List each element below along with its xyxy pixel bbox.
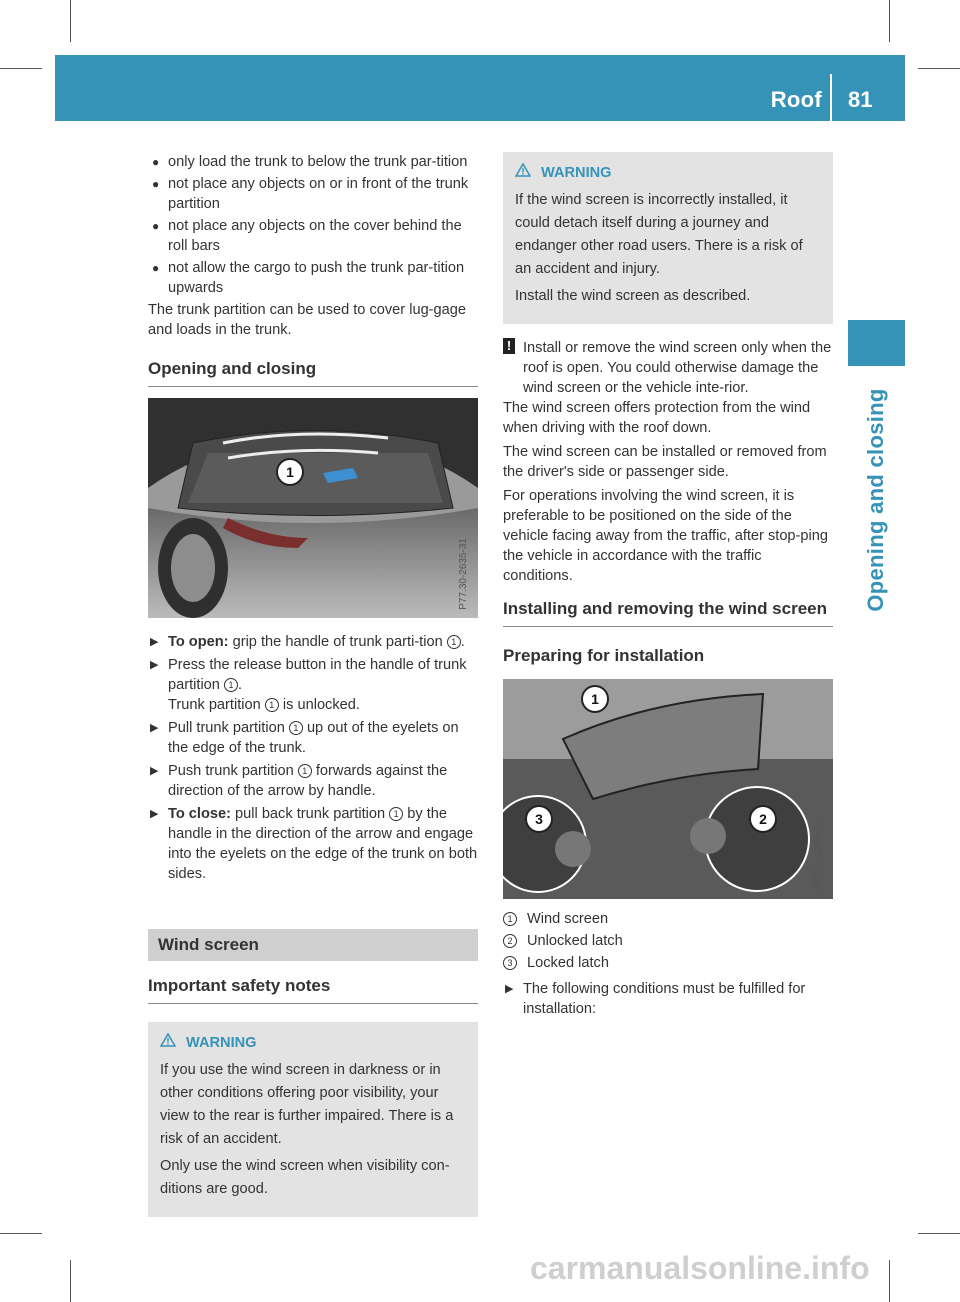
image-code: P77.31-2298-31 (813, 819, 824, 891)
left-column (148, 152, 478, 1217)
arrow-right-icon: ▶ (150, 659, 159, 671)
paragraph: The wind screen can be installed or removed from the driver's side or passenger side. (503, 444, 827, 480)
crop-mark (0, 1233, 42, 1234)
step-item: ▶ Press the release button in the handle of trunk partition 1 . Trunk partition 1 is unlocked. (150, 657, 467, 713)
heading-install-remove: Installing and removing the wind screen (503, 598, 833, 627)
list-item: ● only load the trunk to below the trunk par-tition (152, 154, 468, 170)
side-tab-label: Opening and closing (863, 388, 888, 612)
trunk-illustration (148, 398, 478, 618)
warning-text: Install the wind screen as described. (515, 288, 751, 304)
legend-item: 1 Wind screen (503, 909, 833, 929)
crop-mark (918, 1233, 960, 1234)
crop-mark (889, 0, 890, 42)
section-band-wind-screen: Wind screen (148, 929, 478, 961)
side-tab-marker (848, 320, 905, 366)
ref-marker: 1 (265, 698, 279, 712)
warning-triangle-icon (160, 1032, 178, 1055)
paragraph: For operations involving the wind screen, it is preferable to be positioned on the side of the vehicle facing away from the traffic, after stop-ping the vehicle in accordance with the traffic conditions. (503, 488, 829, 584)
list-item: ● not allow the cargo to push the trunk par-tition upwards (152, 260, 465, 296)
heading-safety-notes: Important safety notes (148, 975, 478, 1004)
paragraph: The trunk partition can be used to cover lug-gage and loads in the trunk. (148, 302, 467, 338)
bullet-icon: ● (152, 219, 160, 233)
callout-1: 1 (581, 685, 609, 713)
warning-box (148, 1022, 478, 1217)
crop-mark (889, 1260, 890, 1302)
ref-marker: 1 (389, 807, 403, 821)
bullet-icon: ● (152, 261, 160, 275)
ref-marker: 1 (224, 678, 238, 692)
callout-1: 1 (276, 458, 304, 486)
header-title: Roof (770, 87, 822, 112)
warning-text: Only use the wind screen when visibility con-ditions are good. (160, 1158, 450, 1197)
legend-item: 2 Unlocked latch (503, 931, 833, 951)
crop-mark (0, 68, 42, 69)
callout-2: 2 (749, 805, 777, 833)
bullet-icon: ● (152, 177, 160, 191)
warning-box (503, 152, 833, 324)
step-item: ▶ To close: pull back trunk partition 1 by the handle in the direction of the arrow and engage into the eyelets on the edge of the trunk on both sides. (150, 806, 478, 882)
bullet-icon: ● (152, 155, 160, 169)
wind-screen-photo (503, 679, 833, 899)
exclamation-icon: ! (503, 338, 515, 354)
ref-marker: 1 (447, 635, 461, 649)
arrow-right-icon: ▶ (150, 808, 159, 820)
step-item: ▶ Push trunk partition 1 forwards against the direction of the arrow by handle. (150, 763, 448, 799)
list-item: ● not place any objects on or in front of the trunk partition (152, 176, 469, 212)
page-number: 81 (848, 87, 873, 112)
crop-mark (918, 68, 960, 69)
header-divider (830, 74, 832, 121)
watermark: carmanualsonline.info (530, 1250, 870, 1286)
warning-text: If the wind screen is incorrectly installed, it could detach itself during a journey and endanger other road users. There is a risk of an accident and injury. (515, 192, 803, 277)
step-item: ▶ The following conditions must be fulfilled for installation: (505, 981, 806, 1017)
warning-text: If you use the wind screen in darkness or in other conditions offering poor visibility, your view to the rear is further impaired. There is a risk of an accident. (160, 1062, 454, 1147)
wind-screen-illustration (503, 679, 833, 899)
list-item: ● not place any objects on the cover behind the roll bars (152, 218, 462, 254)
warning-heading: WARNING (515, 162, 821, 185)
crop-mark (70, 1260, 71, 1302)
arrow-right-icon: ▶ (150, 765, 159, 777)
step-item: ▶ To open: grip the handle of trunk parti-tion 1 . (150, 634, 465, 650)
arrow-right-icon: ▶ (150, 636, 159, 648)
trunk-photo (148, 398, 478, 618)
warning-heading: WARNING (160, 1032, 466, 1055)
heading-opening-closing: Opening and closing (148, 358, 478, 387)
arrow-right-icon: ▶ (150, 722, 159, 734)
callout-3: 3 (525, 805, 553, 833)
note-item: ! Install or remove the wind screen only when the roof is open. You could otherwise damage the wind screen or the vehicle inte-rior. (503, 338, 833, 398)
legend-item: 3 Locked latch (503, 953, 833, 973)
crop-mark (70, 0, 71, 42)
paragraph: The wind screen offers protection from the wind when driving with the roof down. (503, 400, 811, 436)
arrow-right-icon: ▶ (505, 983, 514, 995)
ref-marker: 1 (289, 721, 303, 735)
image-code: P77.30-2635-31 (458, 538, 469, 610)
step-item: ▶ Pull trunk partition 1 up out of the eyelets on the edge of the trunk. (150, 720, 459, 756)
ref-marker: 1 (298, 764, 312, 778)
warning-triangle-icon (515, 162, 533, 185)
right-column (503, 152, 833, 1022)
heading-preparing: Preparing for installation (503, 646, 705, 665)
